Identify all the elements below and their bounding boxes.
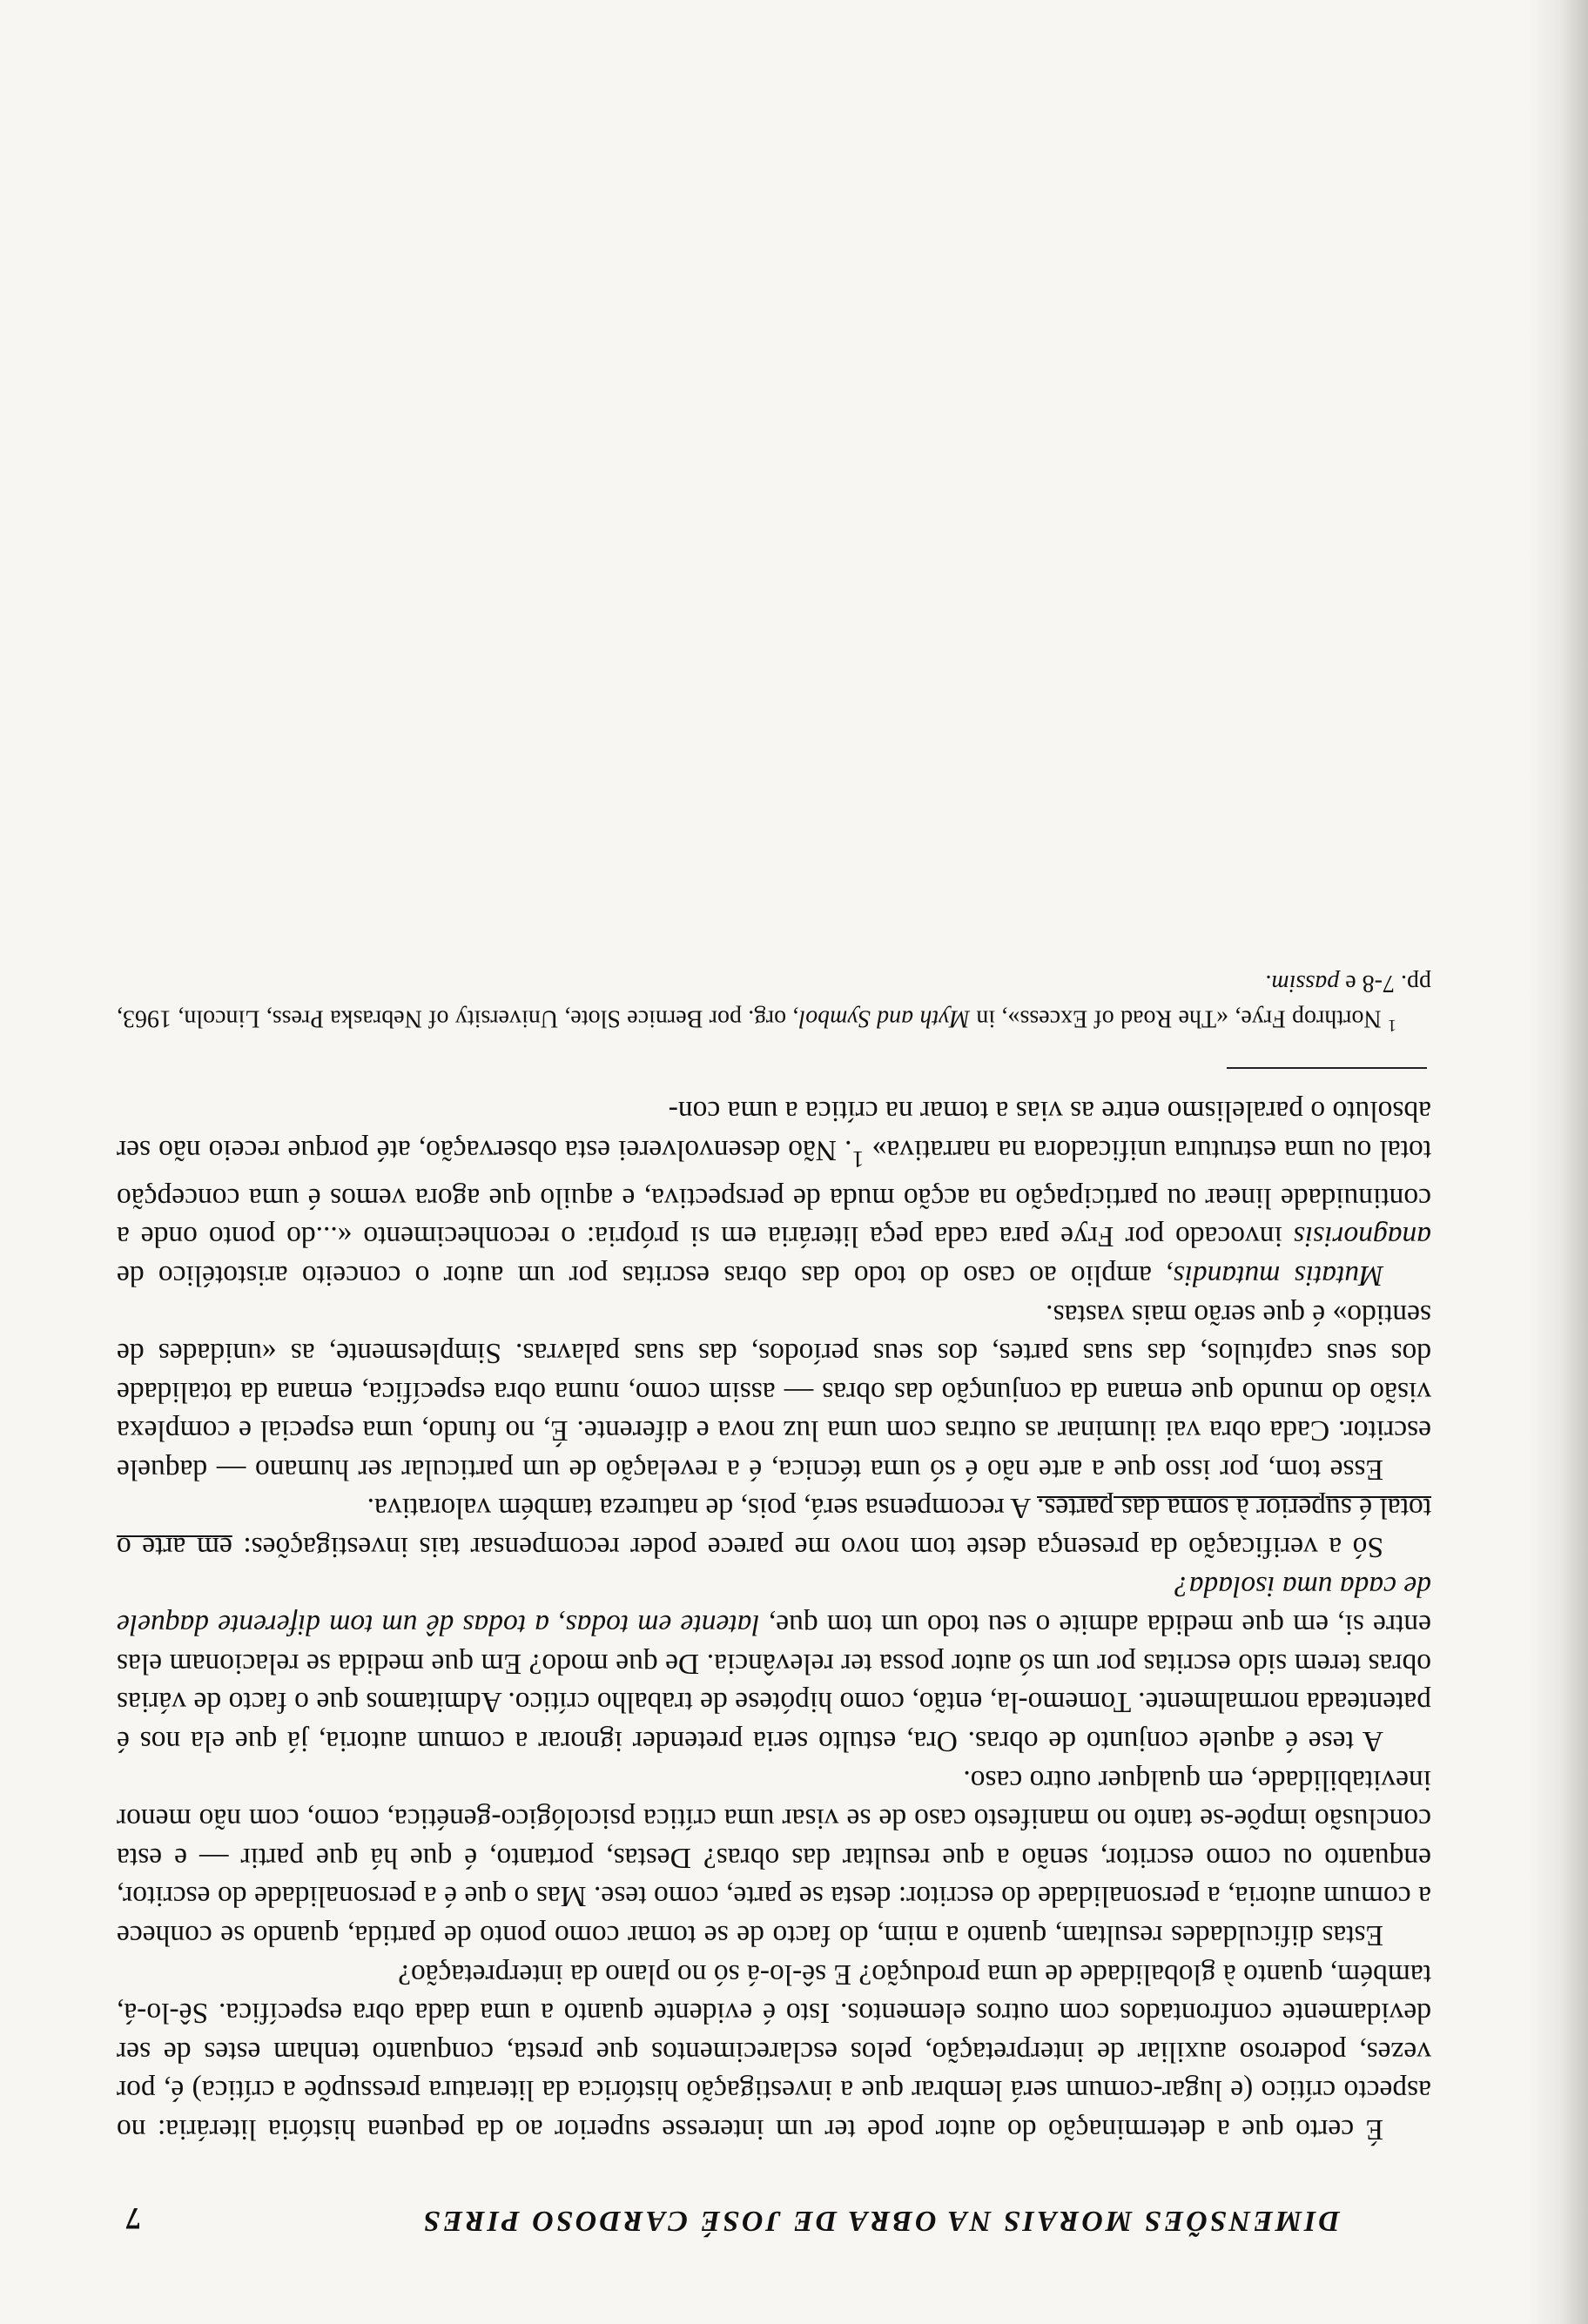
footnote	[117, 965, 1431, 1042]
body-text	[117, 1091, 1431, 2148]
emphasized-text: anagnorisis	[1293, 1220, 1431, 1253]
footnote-divider	[1227, 1067, 1427, 1069]
paragraph	[117, 1488, 1431, 1566]
paragraph	[117, 1091, 1431, 1294]
paragraph	[117, 1294, 1431, 1488]
footnote-text: .	[1265, 970, 1272, 997]
underlined-text: em arte o total é superior à soma das partes.	[117, 1492, 1431, 1564]
emphasized-text: latente em todas, a todas dê um tom diferente daquele de cada uma isolada?	[117, 1569, 1431, 1642]
paragraph-text: Só a verificação da presença deste tom novo me parece poder recompensar tais investigações:	[232, 1531, 1383, 1564]
footnote-text: Northrop Frye, «The Road of Excess», in	[970, 1004, 1388, 1032]
running-title: DIMENSÕES MORAIS NA OBRA DE JOSÉ CARDOSO PIRES	[421, 2205, 1340, 2237]
emphasized-text: Mutatis mutandis,	[1166, 1259, 1383, 1292]
paragraph	[117, 1566, 1431, 1760]
footnote-text: , org. por Bernice Slote, University of Nebraska Press, Lincoln, 1963, pp. 7-8 e	[117, 970, 1431, 1032]
page-header	[117, 2183, 1431, 2237]
paragraph-text: A tese é aquele conjunto de obras. Ora, estulto seria pretender ignorar a comum autoria, já que ela nos é patenteada normalmente. Tomemo-la, então, como hipótese de trabalho crítico. Admitamos que o facto de várias obras terem sido escritas por um só autor possa ter relevância. De que modo? Em que medida se relacionam elas entre si, em que medida admite o seu todo um tom que,	[117, 1609, 1431, 1758]
paragraph	[117, 1954, 1431, 2148]
paragraph-text: . Não desenvolverei esta observação, até porque receio não ser absoluto o paralelismo entre as vias a tomar na crítica a uma con-	[116, 1095, 1431, 1166]
paragraph-text: Estas dificuldades resultam, quanto a mim, do facto de se tomar como ponto de partida, quando se conhece a comum autoria, a personalidade do escritor: desta se parte, como tese. Mas o que é a personalidade do escritor, enquanto ou como escritor, senão a que resultar das obras? Destas, portanto, é que há que partir — e esta conclusão impõe-se tanto no manifesto caso de se visar uma crítica psicológico-genética, como, com não menor inevitabilidade, em qualquer outro caso.	[117, 1763, 1431, 1952]
paragraph-text: invocado por Frye para cada peça literária em si própria: o reconhecimento «...do ponto onde a continuidade linear ou participação na acção muda de perspectiva, e aquilo que agora vemos é uma concepção total ou uma estrutura unificadora na narrativa»	[117, 1134, 1431, 1253]
paragraph-text: Esse tom, por isso que a arte não é só uma técnica, é a revelação de um particular ser humano — daquele escritor. Cada obra vai iluminar as outras com uma luz nova e diferente. É, no fundo, uma especial e complexa visão do mundo que emana da conjunção das obras — assim como, numa obra específica, emana da totalidade dos seus capítulos, das suas partes, dos seus períodos, das suas palavras. Simplesmente, as «unidades de sentido» é que serão mais vastas.	[117, 1298, 1431, 1486]
paragraph-text: É certo que a determinação do autor pode ter um interesse superior ao da pequena história literária: no aspecto crítico (e lugar-comum será lembrar que a investigação histórica da literatura pressupõe a crítica) é, por vezes, poderoso auxiliar de interpretação, pelos esclarecimentos que presta, conquanto tenham estes de ser devidamente confrontados com outros elementos. Isto é evidente quanto a uma dada obra específica. Sê-lo-á, também, quanto à globalidade de uma produção? E sê-lo-á só no plano da interpretação?	[117, 1958, 1431, 2146]
paragraph	[117, 1760, 1431, 1954]
footnote-title: Myth and Symbol	[798, 1004, 970, 1032]
page-number: 7	[125, 2201, 141, 2236]
footnote-passim: passim	[1271, 970, 1340, 997]
paragraph-text: amplio ao caso do todo das obras escritas por um autor o conceito aristotélico de	[117, 1259, 1167, 1292]
footnote-marker: 1	[1388, 1015, 1396, 1035]
book-page	[117, 941, 1431, 2237]
paragraph-text: A recompensa será, pois, de natureza também valorativa.	[367, 1492, 1037, 1525]
page-binding-edge-shadow	[1527, 0, 1588, 2324]
footnote-reference: 1	[851, 1145, 865, 1173]
